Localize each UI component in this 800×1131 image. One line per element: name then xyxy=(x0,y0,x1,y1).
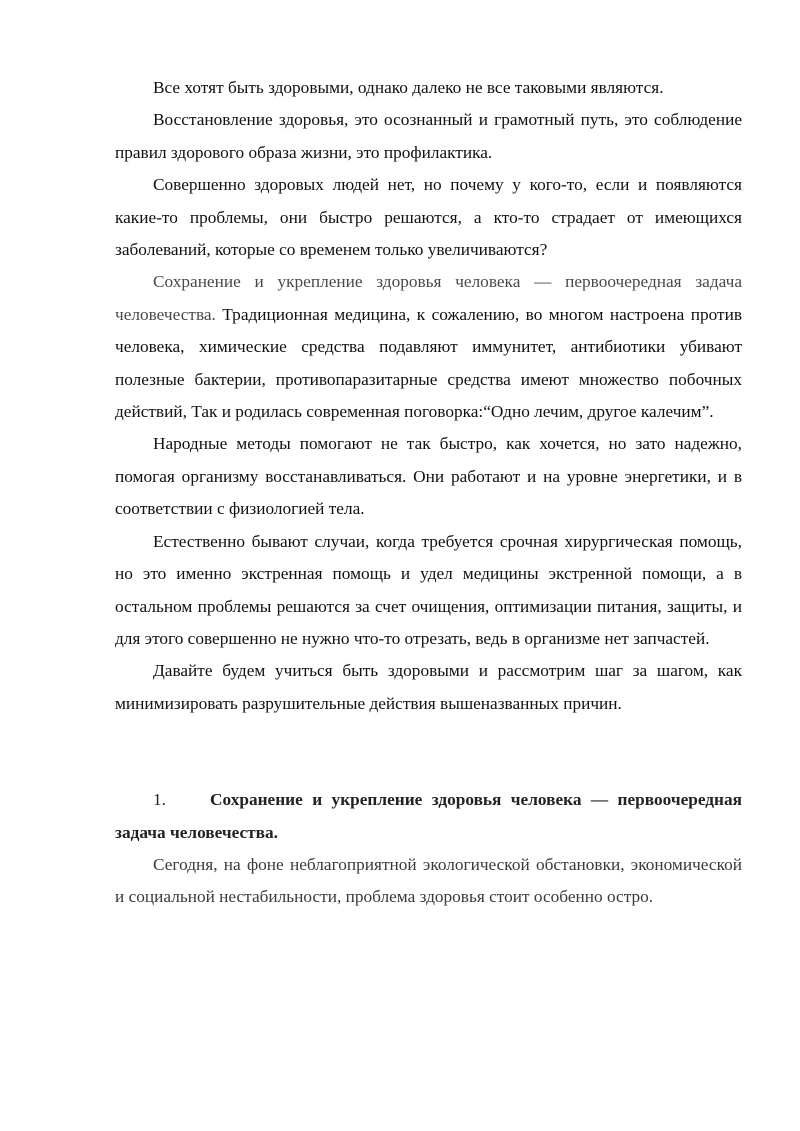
paragraph-2: Восстановление здоровья, это осознанный и грамотный путь, это соблюдение правил здорового образа жизни, это профилактика. xyxy=(115,110,742,162)
paragraph-7: Давайте будем учиться быть здоровыми и рассмотрим шаг за шагом, как минимизировать разрушительные действия вышеназванных причин. xyxy=(115,661,742,713)
paragraph-1: Все хотят быть здоровыми, однако далеко не все таковыми являются. xyxy=(153,78,664,97)
paragraph-4-lead: Сохранение и укрепление здоровья человека — первоочередная задача человечества. xyxy=(115,272,742,324)
section-heading xyxy=(115,784,742,849)
section-spacer xyxy=(115,720,742,784)
section-number: 1. xyxy=(153,790,166,810)
paragraph-3: Совершенно здоровых людей нет, но почему у кого-то, если и появляются какие-то проблемы, они быстро решаются, а кто-то страдает от имеющихся заболеваний, которые со временем только увеличиваются? xyxy=(115,175,742,260)
closing-paragraph: Сегодня, на фоне неблагоприятной экологической обстановки, экономической и социальной нестабильности, проблема здоровья стоит особенно остро. xyxy=(115,854,742,907)
paragraph-4-rest: Традиционная медицина, к сожалению, во многом настроена против человека, химические средства подавляют иммунитет, антибиотики убивают полезные бактерии, противопаразитарные средства имеют множество побочных действий, Так и родилась современная поговорка:“Одно лечим, другое калечим”. xyxy=(115,304,742,422)
paragraph-5: Народные методы помогают не так быстро, как хочется, но зато надежно, помогая организму восстанавливаться. Они работают и на уровне энергетики, и в соответствии с физиологией тела. xyxy=(115,434,742,519)
section-title: Сохранение и укрепление здоровья человека — первоочередная задача человечества. xyxy=(115,790,742,842)
paragraph-4 xyxy=(115,266,742,428)
paragraph-6: Естественно бывают случаи, когда требуется срочная хирургическая помощь, но это именно экстренная помощь и удел медицины экстренной помощи, а в остальном проблемы решаются за счет очищения, оптимизации питания, защиты, и для этого совершенно не нужно что-то отрезать, ведь в организме нет запчастей. xyxy=(115,531,742,648)
document-body xyxy=(115,72,742,914)
